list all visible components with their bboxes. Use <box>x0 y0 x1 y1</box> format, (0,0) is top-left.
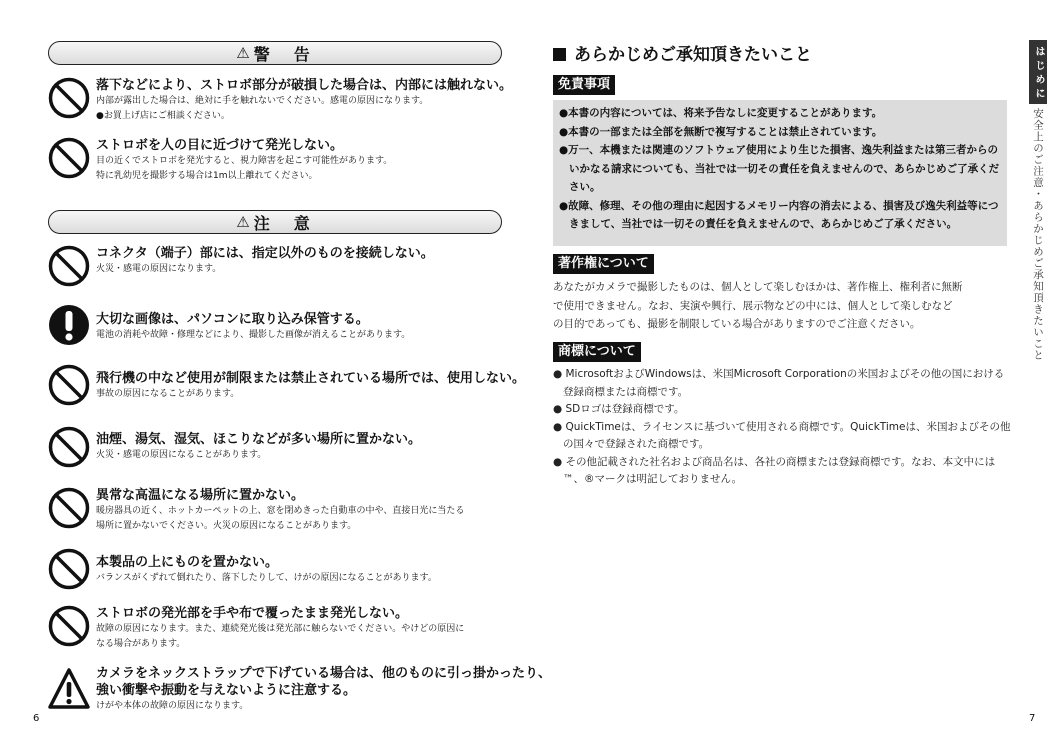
warning-item-detail: ●お買上げ店にご相談ください。 <box>96 111 230 121</box>
prohibited-icon <box>48 77 90 119</box>
caution-item-heading: 大切な画像は、パソコンに取り込み保管する。 <box>96 312 369 327</box>
warning-triangle-icon: ⚠ <box>236 44 250 62</box>
caution-item-detail: 暖房器具の近く、ホットカーペットの上、窓を閉めきった自動車の中や、直接日光に当たる <box>96 506 465 516</box>
caution-item-heading: コネクタ（端子）部には、指定以外のものを接続しない。 <box>96 246 434 261</box>
list-item: ● その他記載された社名および商品名は、各社の商標または登録商標です。なお、本文中には™、®マークは明記しておりません。 <box>553 455 996 485</box>
caution-item-detail: けがや本体の故障の原因になります。 <box>96 701 249 711</box>
caution-triangle-icon <box>48 668 90 710</box>
caution-item-heading: 本製品の上にものを置かない。 <box>96 555 279 570</box>
warning-item-heading: 落下などにより、ストロボ部分が破損した場合は、内部には触れない。 <box>96 78 513 93</box>
prohibited-icon <box>48 487 90 529</box>
copyright-label: 著作権について <box>553 254 654 274</box>
list-item: ●本書の内容については、将来予告なしに変更することがあります。 <box>559 107 883 119</box>
caution-item-detail: 事故の原因になることがあります。 <box>96 389 240 399</box>
caution-item-heading: 飛行機の中など使用が制限または禁止されている場所では、使用しない。 <box>96 371 526 386</box>
caution-item-detail: 電池の消耗や故障・修理などにより、撮影した画像が消えることがあります。 <box>96 330 411 340</box>
page-title <box>553 40 812 65</box>
prohibited-icon <box>48 605 90 647</box>
disclaimer-label: 免責事項 <box>553 75 615 95</box>
section-subtitle: 安全上のご注意・あらかじめご承知頂きたいこと <box>1032 108 1044 361</box>
warning-triangle-icon: ⚠ <box>236 213 250 231</box>
caution-item-detail: 場所に置かないでください。火災の原因になることがあります。 <box>96 521 357 531</box>
caution-item-heading: カメラをネックストラップで下げている場合は、他のものに引っ掛かったり、 <box>96 666 552 681</box>
prohibited-icon <box>48 245 90 287</box>
warning-banner-label: 警 告 <box>253 44 314 64</box>
warning-item-detail: 特に乳幼児を撮影する場合は1m以上離れてください。 <box>96 171 318 181</box>
paragraph-line: あなたがカメラで撮影したものは、個人として楽しむほかは、著作権上、権利者に無断 <box>553 281 963 293</box>
square-bullet-icon <box>553 48 566 61</box>
mandatory-exclamation-icon <box>48 304 90 346</box>
caution-item-detail: 故障の原因になります。また、連続発光後は発光部に触らないでください。やけどの原因に <box>96 624 465 634</box>
trademark-list <box>553 366 1013 489</box>
section-tab: はじめに <box>1029 40 1047 104</box>
caution-item-detail: 火災・感電の原因になります。 <box>96 264 222 274</box>
warning-item-detail: 内部が露出した場合は、絶対に手を触れないでください。感電の原因になります。 <box>96 96 429 106</box>
list-item: ● MicrosoftおよびWindowsは、米国Microsoft Corporationの米国およびその他の国における登録商標または商標です。 <box>553 368 1005 398</box>
disclaimer-box <box>553 100 1007 246</box>
prohibited-icon <box>48 137 90 179</box>
caution-item-detail: 火災・感電の原因になることがあります。 <box>96 450 267 460</box>
paragraph-line: で使用できません。なお、実演や興行、展示物などの中には、個人として楽しむなど <box>553 299 953 312</box>
trademark-label: 商標について <box>553 342 641 362</box>
caution-item-detail: バランスがくずれて倒れたり、落下したりして、けがの原因になることがあります。 <box>96 573 437 583</box>
caution-item-heading: 強い衝撃や振動を与えないように注意する。 <box>96 683 357 698</box>
caution-banner <box>48 210 502 234</box>
caution-item-heading: 油煙、湯気、湿気、ほこりなどが多い場所に置かない。 <box>96 432 422 447</box>
paragraph-line: の目的であっても、撮影を制限している場合がありますのでご注意ください。 <box>553 318 921 330</box>
warning-item-heading: ストロボを人の目に近づけて発光しない。 <box>96 138 344 153</box>
list-item: ●万一、本機または関連のソフトウェア使用により生じた損害、逸失利益または第三者からのいかなる請求についても、当社では一切その責任を負えませんので、あらかじめご了承ください。 <box>559 144 1000 193</box>
warning-item-detail: 目の近くでストロボを発光すると、視力障害を起こす可能性があります。 <box>96 156 393 166</box>
list-item: ●本書の一部または全部を無断で複写することは禁止されています。 <box>559 125 883 138</box>
copyright-paragraph <box>553 278 1013 334</box>
prohibited-icon <box>48 426 90 468</box>
caution-item-detail: なる場合があります。 <box>96 639 186 649</box>
list-item: ●故障、修理、その他の理由に起因するメモリー内容の消去による、損害及び逸失利益等につきまして、当社では一切その責任を負えませんので、あらかじめご了承ください。 <box>559 199 999 230</box>
prohibited-icon <box>48 364 90 406</box>
list-item: ● QuickTimeは、ライセンスに基づいて使用される商標です。QuickTimeは、米国およびその他の国々で登録された商標です。 <box>553 420 1011 450</box>
page-number-left: 6 <box>33 713 40 724</box>
warning-banner <box>48 41 502 65</box>
caution-item-heading: ストロボの発光部を手や布で覆ったまま発光しない。 <box>96 606 409 621</box>
page-title-text: あらかじめご承知頂きたいこと <box>574 45 812 65</box>
prohibited-icon <box>48 548 90 590</box>
caution-item-heading: 異常な高温になる場所に置かない。 <box>96 488 305 503</box>
caution-banner-label: 注 意 <box>253 213 314 233</box>
page-number-right: 7 <box>1029 713 1036 724</box>
list-item: ● SDロゴは登録商標です。 <box>553 403 685 415</box>
